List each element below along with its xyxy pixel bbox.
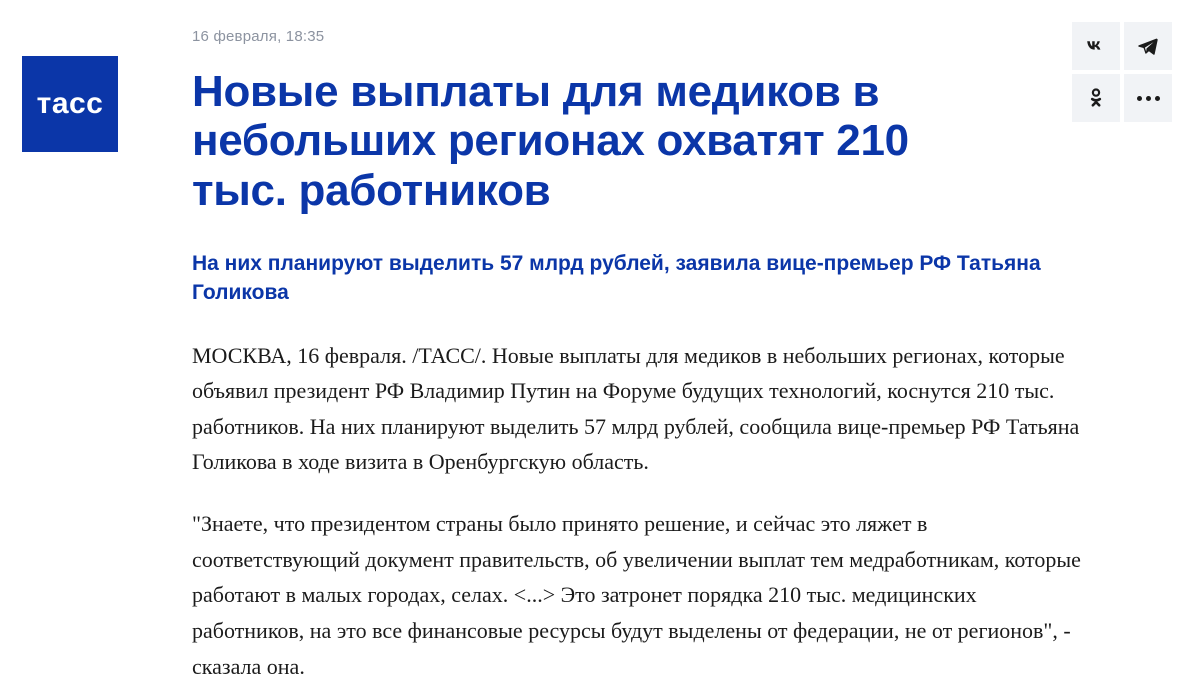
article-paragraph: "Знаете, что президентом страны было принято решение, и сейчас это ляжет в соответствующий документ правительств, об увеличении выплат тем медработникам, которые работают в малых городах, селах. <...> Это затронет порядка 210 тыс. медицинских работников, на это все финансовые ресурсы будут выделены от федерации, не от регионов", - сказала она. — [192, 511, 1081, 679]
tass-logo[interactable] — [22, 56, 118, 152]
article-content — [192, 28, 1097, 684]
more-options-icon — [1137, 96, 1160, 101]
article-timestamp: 16 февраля, 18:35 — [192, 28, 325, 45]
telegram-icon — [1136, 34, 1160, 58]
share-telegram-button[interactable] — [1124, 22, 1172, 70]
article-subhead: На них планируют выделить 57 млрд рублей, заявила вице-премьер РФ Татьяна Голикова — [192, 251, 1041, 305]
tass-logo-text: тасс — [36, 87, 104, 120]
page-title: Новые выплаты для медиков в небольших регионах охватят 210 тыс. работников — [192, 67, 909, 215]
share-more-button[interactable] — [1124, 74, 1172, 122]
article-paragraph: МОСКВА, 16 февраля. /ТАСС/. Новые выплаты для медиков в небольших регионах, которые объявил президент РФ Владимир Путин на Форуме будущих технологий, коснутся 210 тыс. работников. На них планируют выделить 57 млрд рублей, сообщила вице-премьер РФ Татьяна Голикова в ходе визита в Оренбургскую область. — [192, 342, 1080, 475]
